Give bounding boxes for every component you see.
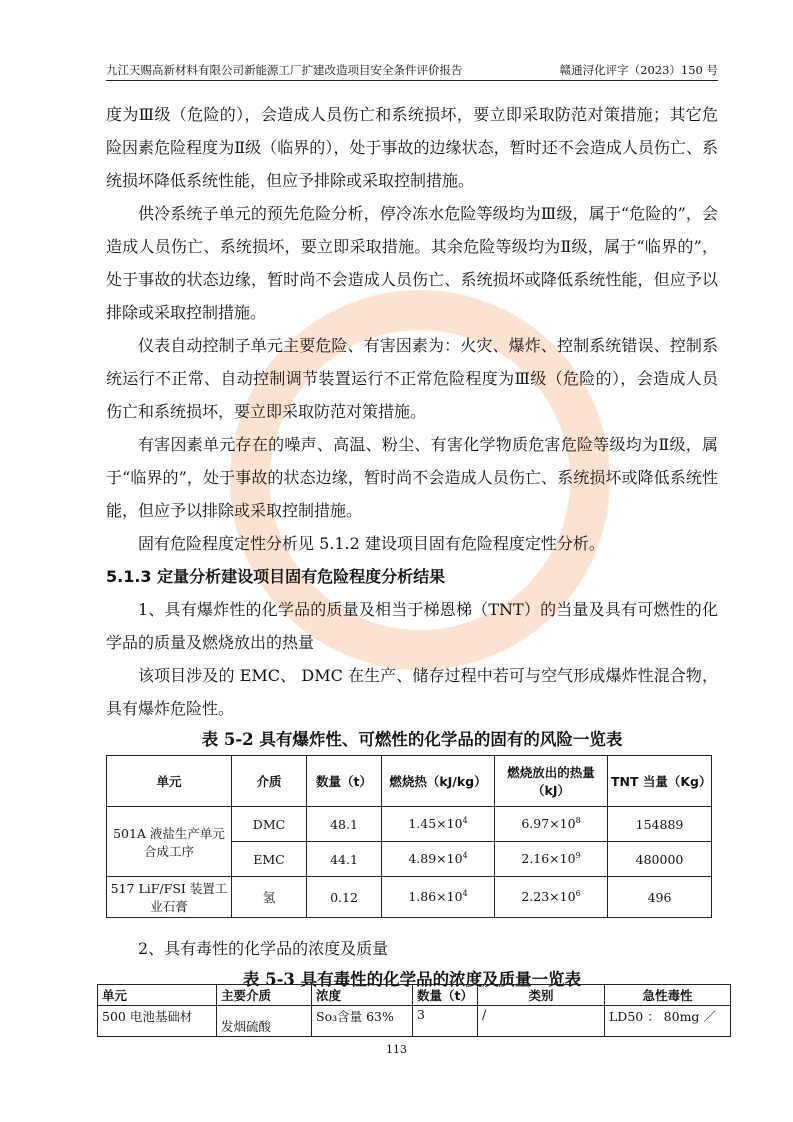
table-cell-concentration: So₃含量 63%	[312, 1006, 413, 1037]
column-header: 燃烧放出的热量（kJ）	[495, 756, 608, 807]
table-header-row	[98, 985, 731, 1006]
page-header	[106, 60, 718, 81]
table-cell-heat: $4.89\times 10^4$	[382, 842, 495, 877]
table-cell-tnt: 480000	[608, 842, 712, 877]
explosive-chemicals-table	[106, 755, 712, 918]
table-cell-quantity: 44.1	[307, 842, 382, 877]
table-cell-toxicity: LD50 ： 80mg ／	[605, 1006, 731, 1037]
table-caption: 表 5-2 具有爆炸性、可燃性的化学品的固有的风险一览表	[201, 730, 623, 749]
header-report-title: 九江天赐高新材料有限公司新能源工厂扩建改造项目安全条件评价报告	[106, 63, 463, 77]
table-cell-medium: 氢	[232, 877, 307, 918]
table-cell-medium: EMC	[232, 842, 307, 877]
column-header: 介质	[232, 756, 307, 807]
table-cell-medium: 发烟硫酸	[217, 1006, 312, 1037]
paragraph: 1、具有爆炸性的化学品的质量及相当于梯恩梯（TNT）的当量及具有可燃性的化学品的质量及燃烧放出的热量	[106, 600, 718, 652]
table-row	[107, 877, 712, 918]
paragraph: 该项目涉及的 EMC、 DMC 在生产、储存过程中若可与空气形成爆炸性混合物，具有爆炸危险性。	[106, 666, 718, 718]
section-heading: 5.1.3 定量分析建设项目固有危险程度分析结果	[106, 567, 446, 586]
paragraph: 供冷系统子单元的预先危险分析，停冷冻水危险等级均为Ⅲ级，属于“危险的”，会造成人员伤亡、系统损坏，要立即采取措施。其余危险等级均为Ⅱ级，属于“临界的”，处于事故的状态边缘，暂时尚不会造成人员伤亡、系统损坏或降低系统性能，但应予以排除或采取控制措施。	[106, 204, 718, 322]
table-cell-quantity: 3	[413, 1006, 478, 1037]
column-header: 急性毒性	[605, 985, 731, 1006]
table-cell-total-heat: $2.16\times 10^9$	[495, 842, 608, 877]
table-cell-unit: 501A 液盐生产单元合成工序	[107, 807, 232, 877]
column-header: 主要介质	[217, 985, 312, 1006]
table-cell-heat: $1.45\times 10^4$	[382, 807, 495, 842]
column-header: 浓度	[312, 985, 413, 1006]
table-caption: 表 5-3 具有毒性的化学品的浓度及质量一览表	[242, 970, 582, 989]
table-cell-unit: 500 电池基础材	[98, 1006, 217, 1037]
document-body	[106, 98, 718, 995]
page-number: 113	[386, 1043, 407, 1056]
column-header: 类别	[478, 985, 605, 1006]
table-cell-tnt: 496	[608, 877, 712, 918]
paragraph: 固有危险程度定性分析见 5.1.2 建设项目固有危险程度定性分析。	[138, 534, 605, 553]
column-header: 燃烧热（kJ/kg）	[382, 756, 495, 807]
table-row	[98, 1006, 731, 1037]
column-header: TNT 当量（Kg）	[608, 756, 712, 807]
column-header: 数量（t）	[413, 985, 478, 1006]
table-cell-quantity: 0.12	[307, 877, 382, 918]
table-cell-category: /	[478, 1006, 605, 1037]
table-header-row	[107, 756, 712, 807]
paragraph: 仪表自动控制子单元主要危险、有害因素为：火灾、爆炸、控制系统错误、控制系统运行不正常、自动控制调节装置运行不正常危险程度为Ⅲ级（危险的），会造成人员伤亡和系统损坏，要立即采取防范对策措施。	[106, 336, 718, 421]
table-cell-unit: 517 LiF/FSI 装置工业石膏	[107, 877, 232, 918]
table-cell-medium: DMC	[232, 807, 307, 842]
table-row	[107, 807, 712, 842]
table-cell-quantity: 48.1	[307, 807, 382, 842]
toxic-chemicals-table	[97, 984, 731, 1037]
paragraph: 有害因素单元存在的噪声、高温、粉尘、有害化学物质危害危险等级均为Ⅱ级，属于“临界的”，处于事故的状态边缘，暂时尚不会造成人员伤亡、系统损坏或降低系统性能，但应予以排除或采取控制措施。	[106, 435, 718, 520]
column-header: 数量（t）	[307, 756, 382, 807]
column-header: 单元	[107, 756, 232, 807]
table-cell-heat: $1.86\times 10^4$	[382, 877, 495, 918]
paragraph: 度为Ⅲ级（危险的），会造成人员伤亡和系统损坏，要立即采取防范对策措施；其它危险因素危险程度为Ⅱ级（临界的），处于事故的边缘状态，暂时还不会造成人员伤亡、系统损坏降低系统性能，但应予排除或采取控制措施。	[106, 105, 718, 190]
paragraph: 2、具有毒性的化学品的浓度及质量	[138, 939, 389, 958]
table-cell-total-heat: $2.23\times 10^6$	[495, 877, 608, 918]
table-cell-tnt: 154889	[608, 807, 712, 842]
column-header: 单元	[98, 985, 217, 1006]
header-report-number: 赣通浔化评字（2023）150 号	[559, 63, 718, 77]
table-cell-total-heat: $6.97\times 10^8$	[495, 807, 608, 842]
